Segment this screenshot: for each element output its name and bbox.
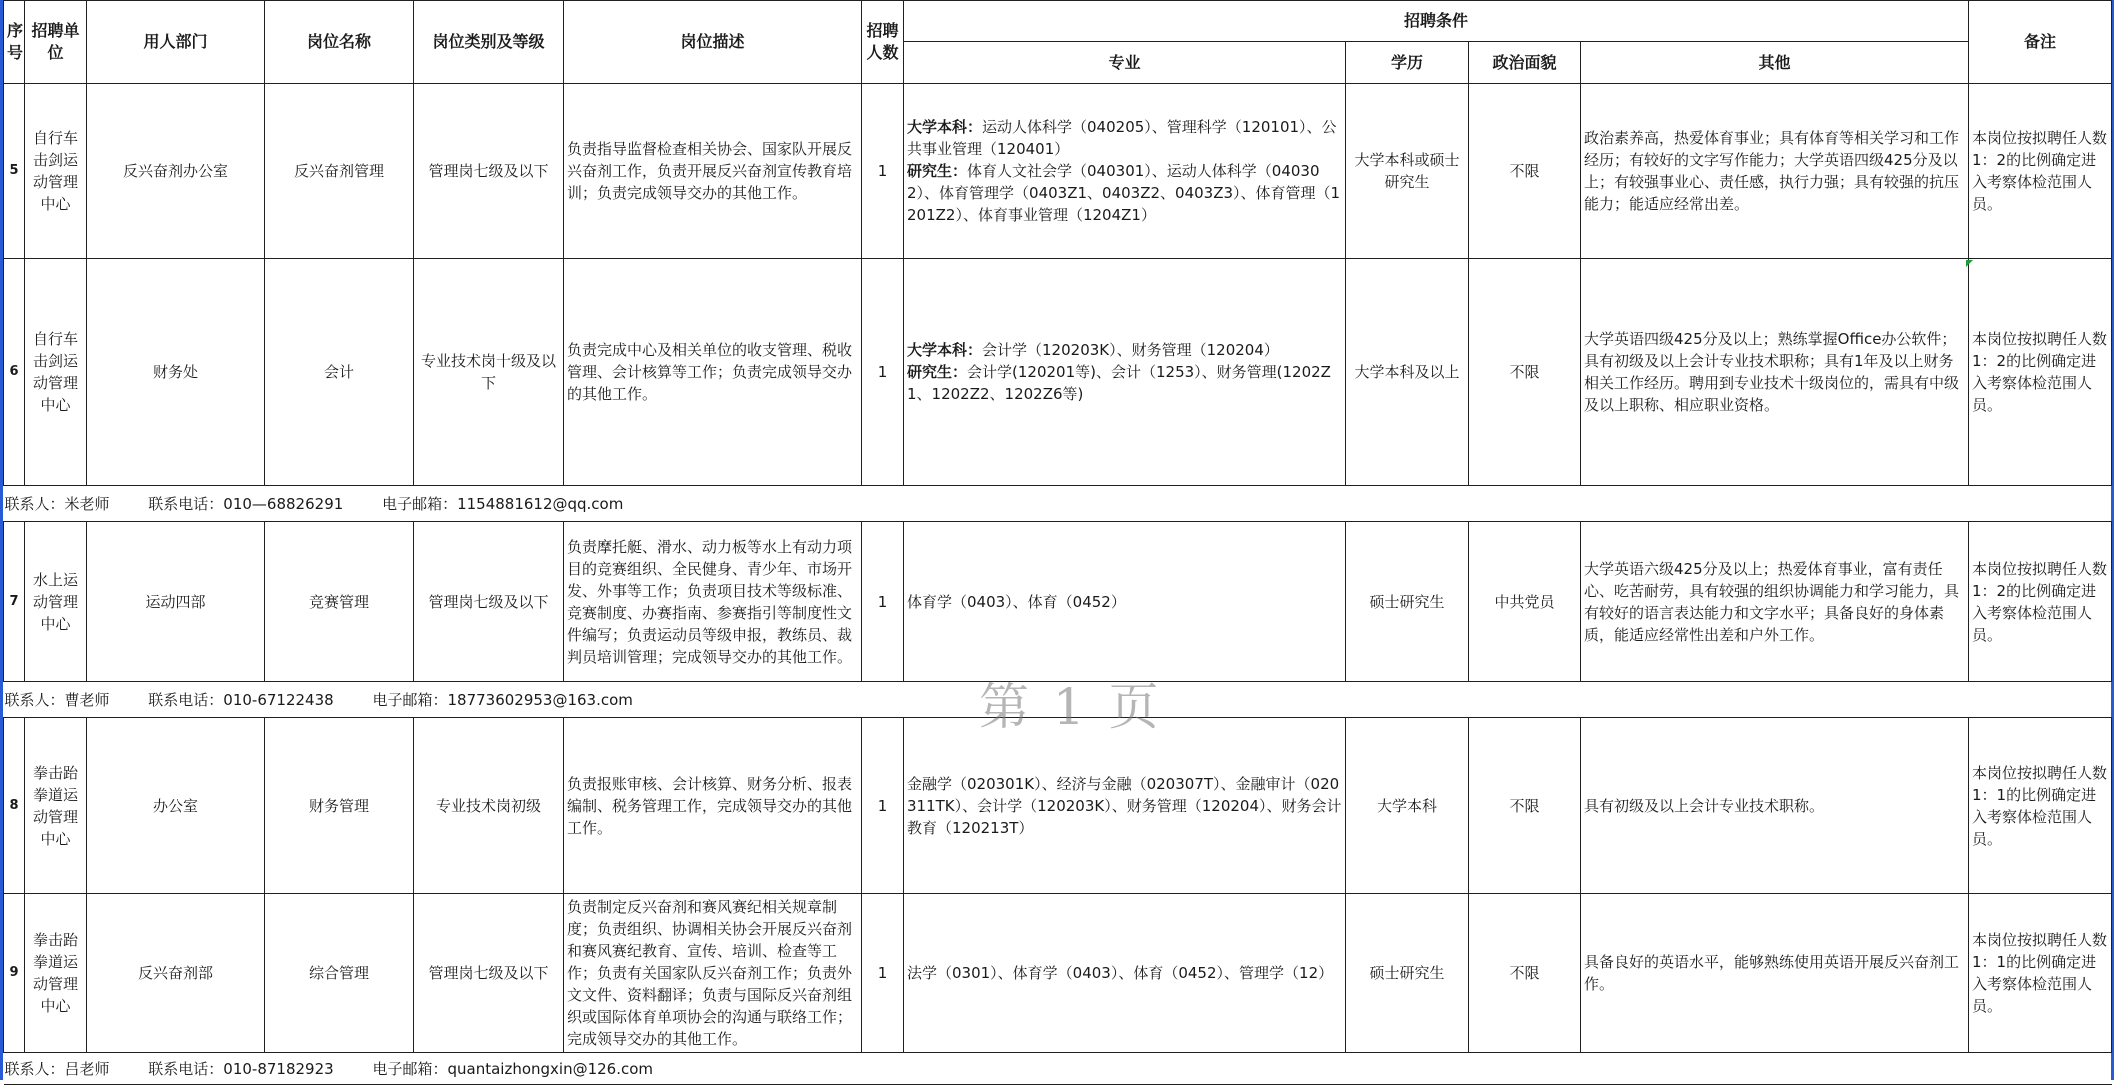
page-number-watermark: 第 1 页 xyxy=(979,678,1163,736)
cell-unit: 自行车击剑运动管理中心 xyxy=(25,84,87,259)
cell-major: 法学（0301）、体育学（0403）、体育（0452）、管理学（12） xyxy=(904,894,1346,1053)
cell-post: 反兴奋剂管理 xyxy=(265,84,414,259)
cell-politics: 中共党员 xyxy=(1469,522,1581,682)
cell-remark: 本岗位按拟聘任人数1：2的比例确定进入考察体检范围人员。 xyxy=(1969,522,2112,682)
cell-desc: 负责指导监督检查相关协会、国家队开展反兴奋剂工作，负责开展反兴奋剂宣传教育培训；负责完成领导交办的其他工作。 xyxy=(564,84,862,259)
cell-other: 大学英语六级425分及以上；热爱体育事业，富有责任心、吃苦耐劳，具有较强的组织协调能力和学习能力，具有较好的语言表达能力和文字水平；具备良好的身体素质，能适应经常性出差和户外工作。 xyxy=(1581,522,1969,682)
cell-seq: 5 xyxy=(4,84,25,259)
cell-grade: 管理岗七级及以下 xyxy=(414,894,564,1053)
cell-edu: 硕士研究生 xyxy=(1346,894,1469,1053)
conditions-group-header: 招聘条件 xyxy=(904,1,1969,42)
cell-seq: 8 xyxy=(4,718,25,894)
cell-post: 综合管理 xyxy=(265,894,414,1053)
cell-remark: 本岗位按拟聘任人数1：1的比例确定进入考察体检范围人员。 xyxy=(1969,894,2112,1053)
cell-major xyxy=(904,259,1346,486)
contact-email: 电子邮箱：quantaizhongxin@126.com xyxy=(372,1059,654,1078)
cell-desc: 负责制定反兴奋剂和赛风赛纪相关规章制度；负责组织、协调相关协会开展反兴奋剂和赛风赛纪教育、宣传、培训、检查等工作；负责有关国家队反兴奋剂工作；负责外文文件、资料翻译；负责与国际反兴奋剂组织或国际体育单项协会的沟通与联络工作；完成领导交办的其他工作。 xyxy=(564,894,862,1053)
cell-edu: 大学本科及以上 xyxy=(1346,259,1469,486)
col-unit-header: 招聘单位 xyxy=(25,1,87,84)
contact-phone: 联系电话：010-87182923 xyxy=(148,1059,334,1078)
cell-other: 大学英语四级425分及以上；熟练掌握Office办公软件；具有初级及以上会计专业技术职称；具有1年及以上财务相关工作经历。聘用到专业技术十级岗位的，需具有中级及以上职称、相应职业资格。 xyxy=(1581,259,1969,486)
cell-dept: 运动四部 xyxy=(87,522,265,682)
cell-grade: 专业技术岗初级 xyxy=(414,718,564,894)
col-desc-header: 岗位描述 xyxy=(564,1,862,84)
cell-count: 1 xyxy=(862,259,904,486)
cell-major: 体育学（0403）、体育（0452） xyxy=(904,522,1346,682)
cell-remark: 本岗位按拟聘任人数1：2的比例确定进入考察体检范围人员。 xyxy=(1969,259,2112,486)
contact-email: 电子邮箱：18773602953@163.com xyxy=(372,690,633,709)
cell-other: 具备良好的英语水平，能够熟练使用英语开展反兴奋剂工作。 xyxy=(1581,894,1969,1053)
cell-politics: 不限 xyxy=(1469,259,1581,486)
table-row xyxy=(4,84,2112,259)
major-pg: 体育人文社会学（040301）、运动人体科学（040302）、体育管理学（0403Z1、0403Z2、0403Z3）、体育管理（1201Z2）、体育事业管理（1204Z1） xyxy=(907,162,1341,224)
col-other-header: 其他 xyxy=(1581,42,1969,84)
cell-count: 1 xyxy=(862,718,904,894)
contact-phone: 联系电话：010—68826291 xyxy=(148,494,344,513)
col-grade-header: 岗位类别及等级 xyxy=(414,1,564,84)
cell-politics: 不限 xyxy=(1469,84,1581,259)
cell-dept: 反兴奋剂办公室 xyxy=(87,84,265,259)
cell-unit: 拳击跆拳道运动管理中心 xyxy=(25,894,87,1053)
col-edu-header: 学历 xyxy=(1346,42,1469,84)
major-ug-label: 大学本科： xyxy=(907,118,983,136)
cell-count: 1 xyxy=(862,894,904,1053)
cell-edu: 大学本科 xyxy=(1346,718,1469,894)
cell-comment-marker xyxy=(1966,260,1973,267)
contact-phone: 联系电话：010-67122438 xyxy=(148,690,334,709)
table-row xyxy=(4,894,2112,1053)
contact-row xyxy=(4,486,2112,522)
major-pg: 会计学(120201等)、会计（1253）、财务管理(1202Z1、1202Z2、1202Z6等) xyxy=(907,363,1331,403)
col-count-header: 招聘人数 xyxy=(862,1,904,84)
table-row xyxy=(4,259,2112,486)
cell-dept: 财务处 xyxy=(87,259,265,486)
contact-person: 联系人：吕老师 xyxy=(4,1059,110,1078)
cell-post: 会计 xyxy=(265,259,414,486)
cell-post: 竞赛管理 xyxy=(265,522,414,682)
cell-unit: 水上运动管理中心 xyxy=(25,522,87,682)
cell-dept: 办公室 xyxy=(87,718,265,894)
cell-edu: 硕士研究生 xyxy=(1346,522,1469,682)
cell-post: 财务管理 xyxy=(265,718,414,894)
cell-seq: 7 xyxy=(4,522,25,682)
major-ug: 运动人体科学（040205）、管理科学（120101）、公共事业管理（120401） xyxy=(907,118,1337,158)
cell-dept: 反兴奋剂部 xyxy=(87,894,265,1053)
cell-politics: 不限 xyxy=(1469,718,1581,894)
contact-row xyxy=(4,682,2112,718)
cell-grade: 管理岗七级及以下 xyxy=(414,522,564,682)
recruitment-table xyxy=(3,0,2112,1085)
cell-desc: 负责摩托艇、滑水、动力板等水上有动力项目的竞赛组织、全民健身、青少年、市场开发、外事等工作；负责项目技术等级标准、竞赛制度、办赛指南、参赛指引等制度性文件编写；负责运动员等级申报，教练员、裁判员培训管理；完成领导交办的其他工作。 xyxy=(564,522,862,682)
cell-remark: 本岗位按拟聘任人数1：1的比例确定进入考察体检范围人员。 xyxy=(1969,718,2112,894)
major-pg-label: 研究生： xyxy=(907,162,968,180)
major-ug-label: 大学本科： xyxy=(907,341,983,359)
cell-seq: 6 xyxy=(4,259,25,486)
cell-other: 具有初级及以上会计专业技术职称。 xyxy=(1581,718,1969,894)
col-post-header: 岗位名称 xyxy=(265,1,414,84)
col-remark-header: 备注 xyxy=(1969,1,2112,84)
table-row xyxy=(4,718,2112,894)
col-dept-header: 用人部门 xyxy=(87,1,265,84)
cell-desc: 负责完成中心及相关单位的收支管理、税收管理、会计核算等工作；负责完成领导交办的其他工作。 xyxy=(564,259,862,486)
cell-count: 1 xyxy=(862,84,904,259)
contact-person: 联系人：曹老师 xyxy=(4,690,110,709)
cell-count: 1 xyxy=(862,522,904,682)
major-ug: 会计学（120203K）、财务管理（120204） xyxy=(982,341,1279,359)
cell-unit: 自行车击剑运动管理中心 xyxy=(25,259,87,486)
cell-major xyxy=(904,84,1346,259)
col-major-header: 专业 xyxy=(904,42,1346,84)
col-politics-header: 政治面貌 xyxy=(1469,42,1581,84)
cell-grade: 管理岗七级及以下 xyxy=(414,84,564,259)
cell-other: 政治素养高，热爱体育事业；具有体育等相关学习和工作经历；有较好的文字写作能力；大学英语四级425分及以上；有较强事业心、责任感，执行力强；具有较强的抗压能力；能适应经常出差。 xyxy=(1581,84,1969,259)
cell-edu: 大学本科或硕士研究生 xyxy=(1346,84,1469,259)
major-pg-label: 研究生： xyxy=(907,363,968,381)
table-row xyxy=(4,522,2112,682)
contact-email: 电子邮箱：1154881612@qq.com xyxy=(382,494,624,513)
cell-seq: 9 xyxy=(4,894,25,1053)
col-seq-header: 序号 xyxy=(4,1,25,84)
cell-unit: 拳击跆拳道运动管理中心 xyxy=(25,718,87,894)
contact-person: 联系人：米老师 xyxy=(4,494,110,513)
cell-major: 金融学（020301K）、经济与金融（020307T）、金融审计（020311TK）、会计学（120203K）、财务管理（120204）、财务会计教育（120213T） xyxy=(904,718,1346,894)
cell-remark: 本岗位按拟聘任人数1：2的比例确定进入考察体检范围人员。 xyxy=(1969,84,2112,259)
cell-politics: 不限 xyxy=(1469,894,1581,1053)
cell-desc: 负责报账审核、会计核算、财务分析、报表编制、税务管理工作，完成领导交办的其他工作。 xyxy=(564,718,862,894)
cell-grade: 专业技术岗十级及以下 xyxy=(414,259,564,486)
